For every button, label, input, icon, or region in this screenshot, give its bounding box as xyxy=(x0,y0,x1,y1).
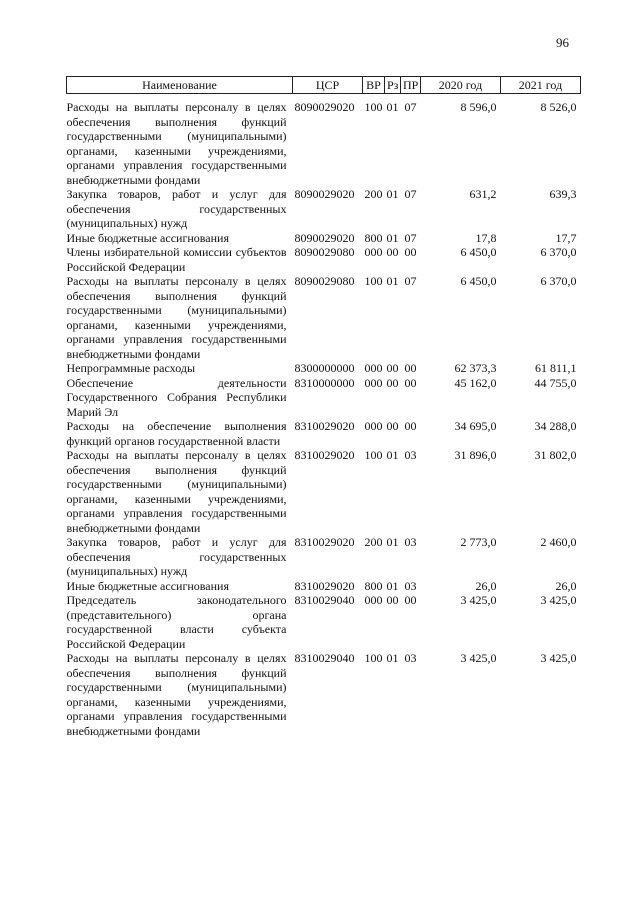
header-2020: 2020 год xyxy=(421,77,501,94)
cell-rz: 00 xyxy=(386,245,399,259)
cell-csr: 8090029020 xyxy=(294,230,355,245)
cell-pr: 07 xyxy=(404,100,417,114)
table-row xyxy=(67,361,581,376)
cell-name: Закупка товаров, работ и услуг для обеспечения государственных (муниципальных) нужд xyxy=(66,187,287,230)
table-header xyxy=(67,77,581,94)
table-row xyxy=(67,593,581,651)
cell-pr: 00 xyxy=(404,593,417,607)
cell-vr: 000 xyxy=(364,593,383,607)
cell-vr: 000 xyxy=(364,245,383,259)
table-row xyxy=(67,419,581,448)
cell-2021: 31 802,0 xyxy=(534,448,577,462)
cell-2021: 6 370,0 xyxy=(540,274,577,288)
cell-csr: 8300000000 xyxy=(294,361,355,375)
cell-name: Расходы на выплаты персоналу в целях обеспечения выполнения функций государственными (муниципальными) органами, казенными учреждениями, органами управления государственными внебюджетными фондами xyxy=(66,448,287,535)
cell-vr: 800 xyxy=(364,230,383,245)
cell-rz: 01 xyxy=(386,448,399,462)
table-body xyxy=(67,94,581,739)
cell-2020: 3 425,0 xyxy=(460,593,497,607)
cell-name: Закупка товаров, работ и услуг для обеспечения государственных (муниципальных) нужд xyxy=(66,535,287,578)
header-csr: ЦСР xyxy=(293,77,363,94)
cell-csr: 8310029020 xyxy=(294,535,355,549)
cell-csr: 8090029080 xyxy=(294,274,355,288)
table-row xyxy=(67,535,581,579)
cell-2020: 62 373,3 xyxy=(454,361,497,375)
cell-pr: 07 xyxy=(404,230,417,245)
page-number: 96 xyxy=(556,35,569,50)
cell-vr: 100 xyxy=(364,274,383,288)
cell-name: Председатель законодательного (представительного) органа государственной власти субъекта Российской Федерации xyxy=(66,593,287,651)
cell-2020: 631,2 xyxy=(469,187,497,201)
cell-2021: 17,7 xyxy=(555,230,577,245)
cell-rz: 01 xyxy=(386,535,399,549)
cell-name: Иные бюджетные ассигнования xyxy=(66,578,229,593)
cell-2021: 3 425,0 xyxy=(540,651,577,665)
table-row xyxy=(67,651,581,738)
cell-2020: 6 450,0 xyxy=(460,245,497,259)
header-rz: Рз xyxy=(385,77,401,94)
budget-table xyxy=(66,76,581,738)
table-row xyxy=(67,579,581,594)
table-row xyxy=(67,448,581,535)
cell-vr: 100 xyxy=(364,651,383,665)
cell-vr: 200 xyxy=(364,535,383,549)
cell-csr: 8310000000 xyxy=(294,375,355,390)
table-row xyxy=(67,376,581,420)
table-row xyxy=(67,245,581,274)
cell-csr: 8310029040 xyxy=(294,593,355,607)
header-pr: ПР xyxy=(401,77,421,94)
cell-2021: 8 526,0 xyxy=(540,100,577,114)
table-row xyxy=(67,274,581,361)
cell-name: Обеспечение деятельности Государственного Собрания Республики Марий Эл xyxy=(66,375,287,419)
cell-pr: 00 xyxy=(404,419,417,433)
cell-csr: 8090029080 xyxy=(294,245,355,259)
cell-2021: 34 288,0 xyxy=(534,419,577,433)
cell-rz: 01 xyxy=(386,274,399,288)
cell-2020: 2 773,0 xyxy=(460,535,497,549)
header-2021: 2021 год xyxy=(501,77,581,94)
cell-pr: 00 xyxy=(404,361,417,375)
cell-2020: 17,8 xyxy=(475,230,497,245)
cell-pr: 03 xyxy=(404,578,417,593)
cell-name: Иные бюджетные ассигнования xyxy=(66,230,229,245)
cell-rz: 01 xyxy=(386,100,399,114)
cell-vr: 000 xyxy=(364,375,383,390)
cell-vr: 200 xyxy=(364,187,383,201)
cell-rz: 01 xyxy=(386,187,399,201)
cell-rz: 01 xyxy=(386,651,399,665)
cell-2021: 3 425,0 xyxy=(540,593,577,607)
cell-vr: 100 xyxy=(364,448,383,462)
cell-2021: 639,3 xyxy=(549,187,577,201)
table-row xyxy=(67,94,581,188)
cell-pr: 03 xyxy=(404,535,417,549)
cell-pr: 07 xyxy=(404,187,417,201)
cell-csr: 8090029020 xyxy=(294,100,355,114)
cell-pr: 07 xyxy=(404,274,417,288)
cell-name: Расходы на выплаты персоналу в целях обеспечения выполнения функций государственными (муниципальными) органами, казенными учреждениями, органами управления государственными внебюджетными фондами xyxy=(66,100,287,187)
cell-csr: 8310029040 xyxy=(294,651,355,665)
cell-name: Расходы на выплаты персоналу в целях обеспечения выполнения функций государственными (муниципальными) органами, казенными учреждениями, органами управления государственными внебюджетными фондами xyxy=(66,274,287,361)
cell-vr: 000 xyxy=(364,361,383,375)
cell-name: Члены избирательной комиссии субъектов Российской Федерации xyxy=(66,245,287,274)
cell-2020: 3 425,0 xyxy=(460,651,497,665)
cell-rz: 00 xyxy=(386,419,399,433)
cell-rz: 00 xyxy=(386,593,399,607)
cell-pr: 00 xyxy=(404,245,417,259)
cell-pr: 03 xyxy=(404,448,417,462)
cell-vr: 800 xyxy=(364,578,383,593)
cell-2021: 26,0 xyxy=(555,578,577,593)
cell-2020: 8 596,0 xyxy=(460,100,497,114)
cell-2020: 34 695,0 xyxy=(454,419,497,433)
cell-2020: 45 162,0 xyxy=(454,375,497,390)
cell-rz: 01 xyxy=(386,578,399,593)
cell-2020: 31 896,0 xyxy=(454,448,497,462)
cell-csr: 8310029020 xyxy=(294,419,355,433)
cell-pr: 03 xyxy=(404,651,417,665)
header-vr: ВР xyxy=(363,77,385,94)
cell-2021: 44 755,0 xyxy=(534,375,577,390)
cell-2021: 6 370,0 xyxy=(540,245,577,259)
cell-csr: 8310029020 xyxy=(294,448,355,462)
cell-rz: 00 xyxy=(386,361,399,375)
cell-2021: 61 811,1 xyxy=(534,361,577,375)
cell-pr: 00 xyxy=(404,375,417,390)
cell-name: Расходы на выплаты персоналу в целях обеспечения выполнения функций государственными (муниципальными) органами, казенными учреждениями, органами управления государственными внебюджетными фондами xyxy=(66,651,287,738)
cell-csr: 8310029020 xyxy=(294,578,355,593)
cell-name: Непрограммные расходы xyxy=(66,361,196,375)
cell-2020: 6 450,0 xyxy=(460,274,497,288)
table-row xyxy=(67,187,581,231)
cell-rz: 00 xyxy=(386,375,399,390)
cell-2021: 2 460,0 xyxy=(540,535,577,549)
cell-vr: 000 xyxy=(364,419,383,433)
cell-csr: 8090029020 xyxy=(294,187,355,201)
cell-rz: 01 xyxy=(386,230,399,245)
cell-2020: 26,0 xyxy=(475,578,497,593)
cell-name: Расходы на обеспечение выполнения функций органов государственной власти xyxy=(66,419,287,448)
header-name: Наименование xyxy=(67,77,293,94)
cell-vr: 100 xyxy=(364,100,383,114)
table-row xyxy=(67,231,581,246)
